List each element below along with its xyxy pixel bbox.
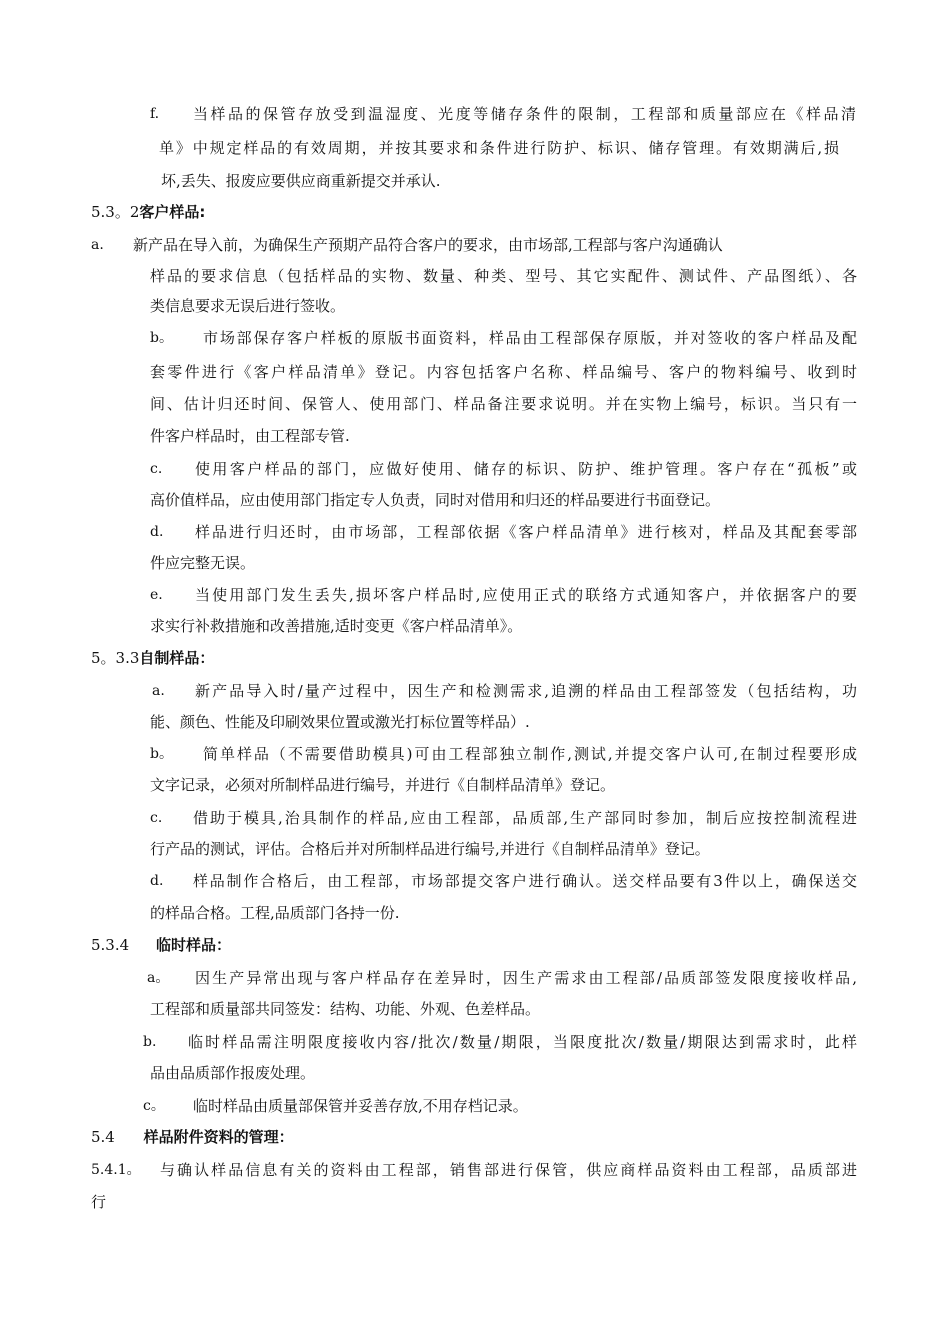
list-marker: d. bbox=[150, 524, 164, 540]
paragraph-line: 的样品合格。工程,品质部门各持一份. bbox=[150, 904, 400, 922]
paragraph-line: 新产品在导入前，为确保生产预期产品符合客户的要求，由市场部,工程部与客户沟通确认 bbox=[133, 236, 723, 254]
paragraph-line: 工程部和质量部共同签发：结构、功能、外观、色差样品。 bbox=[150, 1000, 541, 1018]
paragraph-line: 临时样品由质量部保管并妥善存放,不用存档记录。 bbox=[193, 1097, 528, 1115]
paragraph-line: 样品的要求信息（包括样品的实物、数量、种类、型号、其它实配件、测试件、产品图纸）、各 bbox=[150, 267, 857, 285]
paragraph-line: 简单样品（不需要借助模具)可由工程部独立制作,测试,并提交客户认可,在制过程要形成 bbox=[203, 745, 857, 763]
section-number: 5。3.3 bbox=[91, 649, 140, 667]
paragraph-line: 能、颜色、性能及印刷效果位置或激光打标位置等样品）. bbox=[150, 713, 530, 731]
paragraph-line: 样品进行归还时，由市场部，工程部依据《客户样品清单》进行核对，样品及其配套零部 bbox=[195, 523, 857, 541]
list-marker: b. bbox=[143, 1034, 157, 1050]
list-marker: c。 bbox=[143, 1098, 165, 1114]
paragraph-line: 行产品的测试，评估。合格后并对所制样品进行编号,并进行《自制样品清单》登记。 bbox=[150, 840, 710, 858]
list-marker: e. bbox=[150, 587, 163, 603]
list-marker: f. bbox=[150, 106, 160, 122]
section-title: 客户样品: bbox=[139, 203, 206, 221]
clause-number: 5.4.1。 bbox=[91, 1162, 141, 1178]
section-number: 5.4 bbox=[91, 1128, 115, 1146]
paragraph-line: 市场部保存客户样板的原版书面资料，样品由工程部保存原版，并对签收的客户样品及配 bbox=[203, 329, 857, 347]
paragraph-line: 当样品的保管存放受到温湿度、光度等储存条件的限制，工程部和质量部应在《样品清 bbox=[193, 105, 856, 123]
paragraph-line: 当使用部门发生丢失,损坏客户样品时,应使用正式的联络方式通知客户，并依据客户的要 bbox=[195, 586, 857, 604]
paragraph-line: 单》中规定样品的有效周期，并按其要求和条件进行防护、标识、储存管理。有效期满后,损 bbox=[159, 139, 839, 157]
paragraph-line: 因生产异常出现与客户样品存在差异时，因生产需求由工程部/品质部签发限度接收样品, bbox=[195, 969, 857, 987]
paragraph-line: 文字记录，必须对所制样品进行编号，并进行《自制样品清单》登记。 bbox=[150, 776, 616, 794]
section-title: 自制样品： bbox=[139, 649, 215, 667]
paragraph-line: 高价值样品，应由使用部门指定专人负责，同时对借用和归还的样品要进行书面登记。 bbox=[150, 491, 721, 509]
section-number: 5.3.4 bbox=[91, 936, 130, 954]
list-marker: b。 bbox=[150, 746, 173, 762]
section-heading-532 bbox=[91, 202, 205, 222]
list-marker: d. bbox=[150, 873, 164, 889]
paragraph-line: 坏,丢失、报废应要供应商重新提交并承认. bbox=[161, 172, 441, 190]
paragraph-line: 行 bbox=[91, 1193, 107, 1211]
paragraph-line: 件应完整无误。 bbox=[150, 554, 256, 572]
list-marker: a。 bbox=[147, 970, 170, 986]
paragraph-line: 品由品质部作报废处理。 bbox=[150, 1064, 316, 1082]
list-marker: c. bbox=[150, 461, 163, 477]
list-marker: b。 bbox=[150, 330, 173, 346]
paragraph-line: 间、估计归还时间、保管人、使用部门、样品备注要求说明。并在实物上编号，标识。当只有一 bbox=[150, 395, 857, 413]
paragraph-line: 类信息要求无误后进行签收。 bbox=[150, 297, 346, 315]
paragraph-line: 样品制作合格后，由工程部，市场部提交客户进行确认。送交样品要有3件以上，确保送交 bbox=[193, 872, 857, 890]
paragraph-line: 件客户样品时，由工程部专管. bbox=[150, 427, 350, 445]
paragraph-line: 与确认样品信息有关的资料由工程部，销售部进行保管，供应商样品资料由工程部，品质部进 bbox=[160, 1161, 857, 1179]
paragraph-line: 套零件进行《客户样品清单》登记。内容包括客户名称、样品编号、客户的物料编号、收到时 bbox=[150, 363, 857, 381]
section-title: 样品附件资料的管理： bbox=[143, 1128, 294, 1146]
paragraph-line: 新产品导入时/量产过程中，因生产和检测需求,追溯的样品由工程部签发（包括结构，功 bbox=[195, 682, 857, 700]
list-marker: a. bbox=[152, 683, 165, 699]
section-number: 5.3。2 bbox=[91, 203, 140, 221]
section-title: 临时样品： bbox=[155, 936, 231, 954]
paragraph-line: 借助于模具,治具制作的样品,应由工程部，品质部,生产部同时参加，制后应按控制流程进 bbox=[193, 809, 857, 827]
section-heading-54 bbox=[91, 1127, 294, 1147]
section-heading-534 bbox=[91, 935, 231, 955]
section-heading-533 bbox=[91, 648, 214, 668]
paragraph-line: 使用客户样品的部门，应做好使用、储存的标识、防护、维护管理。客户存在“孤板”或 bbox=[195, 460, 857, 478]
paragraph-line: 求实行补救措施和改善措施,适时变更《客户样品清单》。 bbox=[150, 617, 523, 635]
paragraph-line: 临时样品需注明限度接收内容/批次/数量/期限，当限度批次/数量/期限达到需求时，此样 bbox=[188, 1033, 857, 1051]
list-marker: c. bbox=[150, 810, 163, 826]
list-marker: a. bbox=[91, 237, 104, 253]
